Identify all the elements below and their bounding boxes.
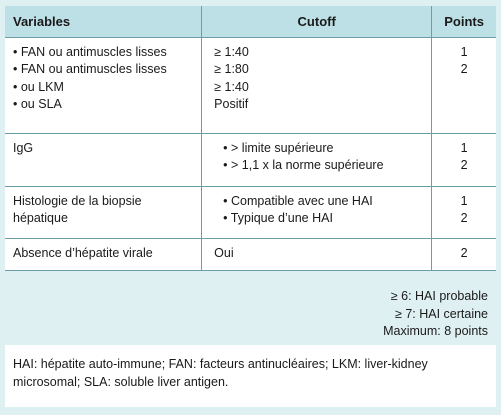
cutoff-line: Oui bbox=[214, 245, 234, 260]
cutoff-line: ≥ 1:80 bbox=[214, 62, 249, 76]
cutoff-line: • > limite supérieure bbox=[223, 140, 334, 155]
cutoff-line: ≥ 1:40 bbox=[214, 44, 249, 59]
summary-line: ≥ 6: HAI probable bbox=[390, 289, 488, 303]
variable-line: • ou SLA bbox=[13, 97, 62, 111]
table-row bbox=[5, 37, 496, 133]
points-line: 1 bbox=[460, 44, 468, 59]
abbreviations-footnote: HAI: hépatite auto-immune; FAN: facteurs antinucléaires; LKM: liver-kidney microsomal; SLA: soluble liver antigen. bbox=[5, 345, 496, 407]
variable-line: • FAN ou antimuscles lisses bbox=[13, 62, 167, 76]
points-line: 1 bbox=[460, 140, 468, 155]
points-line: 1 bbox=[460, 193, 468, 208]
cutoff-line: • > 1,1 x la norme supérieure bbox=[223, 158, 384, 172]
header-points: Points bbox=[432, 6, 496, 37]
variable-line: Absence d’hépatite virale bbox=[13, 245, 153, 260]
cutoff-cell bbox=[202, 133, 432, 186]
summary-line: Maximum: 8 points bbox=[383, 324, 488, 338]
cutoff-line: • Typique d’une HAI bbox=[223, 211, 333, 225]
points-cell bbox=[432, 238, 496, 270]
variable-line: • FAN ou antimuscles lisses bbox=[13, 44, 167, 59]
cutoff-line: ≥ 1:40 bbox=[214, 79, 249, 94]
cutoff-cell bbox=[202, 238, 432, 270]
variable-line: • ou LKM bbox=[13, 79, 64, 94]
points-line: 2 bbox=[460, 158, 468, 172]
table-row bbox=[5, 238, 496, 270]
points-cell bbox=[432, 133, 496, 186]
variables-cell bbox=[5, 186, 202, 238]
cutoff-cell bbox=[202, 37, 432, 133]
points-line: 2 bbox=[460, 245, 468, 260]
header-row bbox=[5, 6, 496, 37]
variable-line: hépatique bbox=[13, 211, 68, 225]
cutoff-cell bbox=[202, 186, 432, 238]
score-summary bbox=[5, 284, 496, 343]
cutoff-line: • Compatible avec une HAI bbox=[223, 193, 373, 208]
points-cell bbox=[432, 37, 496, 133]
table-row bbox=[5, 133, 496, 186]
points-line: 2 bbox=[460, 62, 468, 76]
hai-score-table bbox=[5, 6, 496, 271]
variables-cell bbox=[5, 133, 202, 186]
variable-line: Histologie de la biopsie bbox=[13, 193, 142, 208]
points-line: 2 bbox=[460, 211, 468, 225]
header-variables: Variables bbox=[5, 6, 202, 37]
header-cutoff: Cutoff bbox=[202, 6, 432, 37]
variables-cell bbox=[5, 238, 202, 270]
table-row bbox=[5, 186, 496, 238]
variables-cell bbox=[5, 37, 202, 133]
cutoff-line: Positif bbox=[214, 97, 249, 111]
summary-line: ≥ 7: HAI certaine bbox=[394, 306, 488, 321]
variable-line: IgG bbox=[13, 140, 34, 155]
points-cell bbox=[432, 186, 496, 238]
